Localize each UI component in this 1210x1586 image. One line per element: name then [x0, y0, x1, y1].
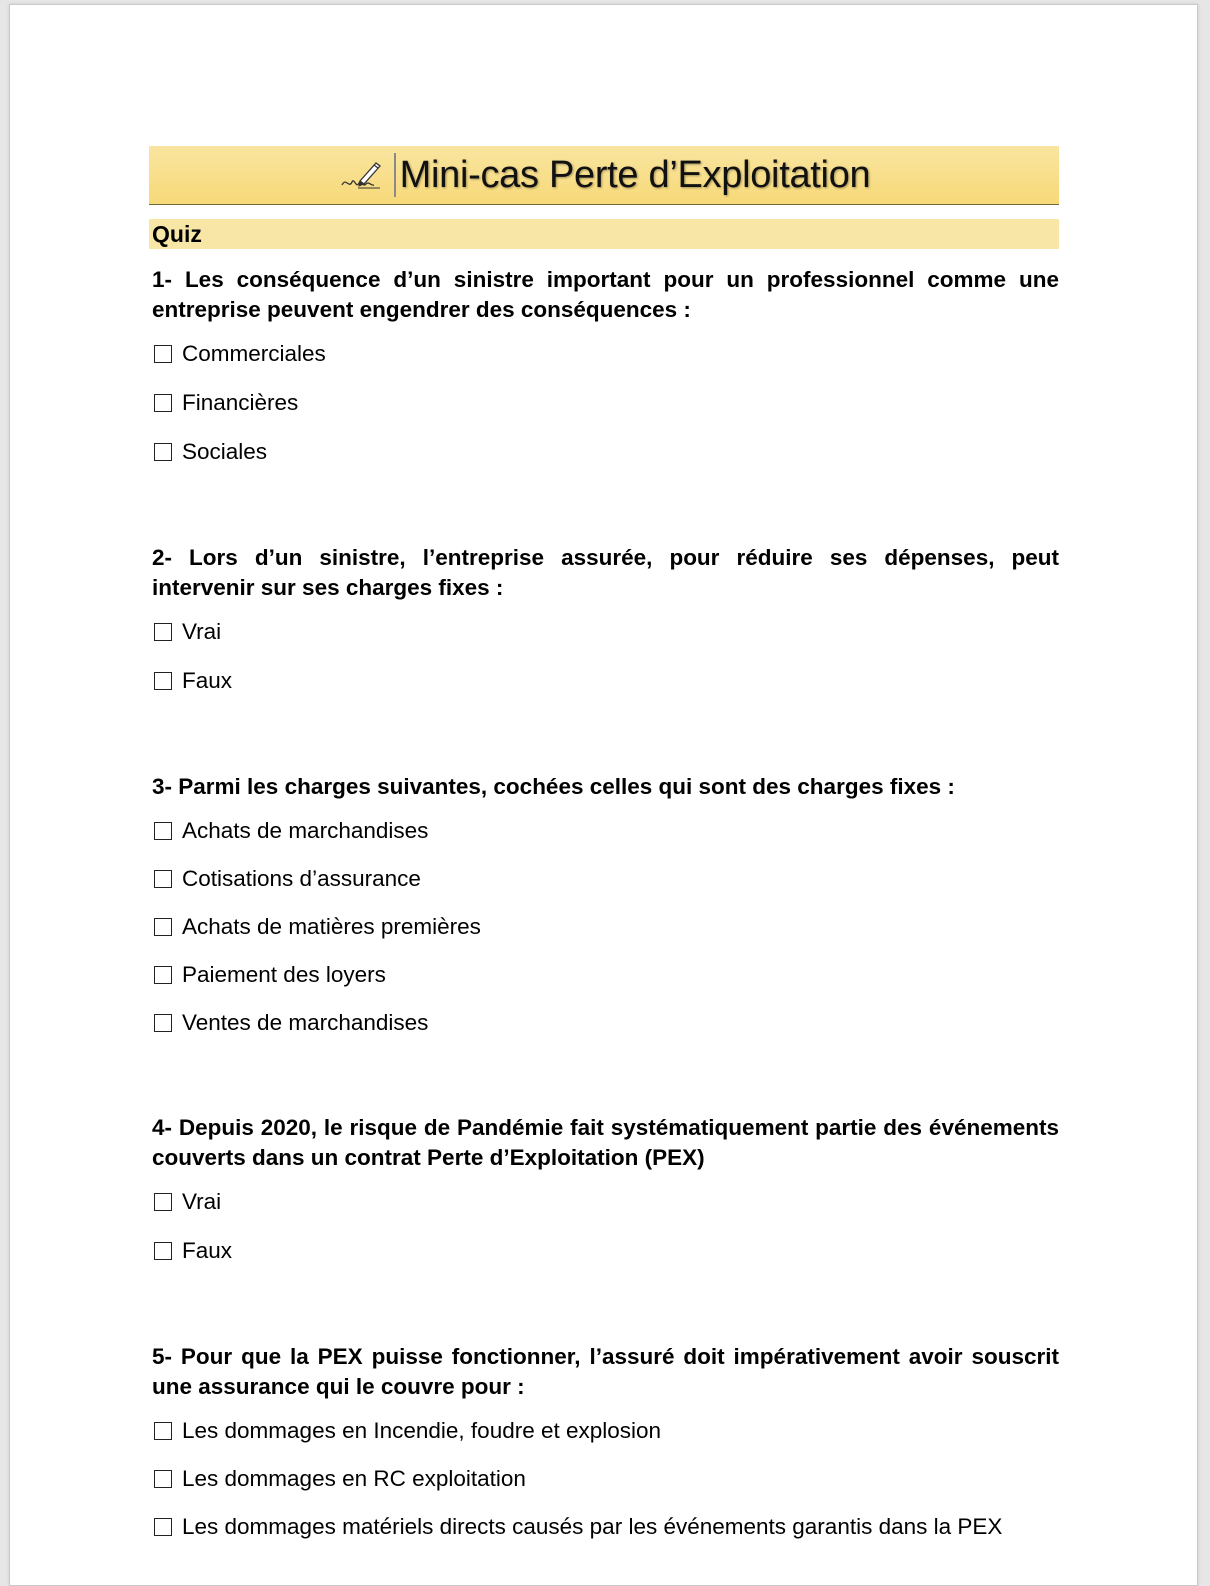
signature-pen-icon	[338, 155, 386, 195]
checkbox[interactable]	[154, 1014, 172, 1032]
checkbox[interactable]	[154, 672, 172, 690]
checkbox[interactable]	[154, 822, 172, 840]
checkbox[interactable]	[154, 1193, 172, 1211]
option-item	[149, 961, 1059, 989]
option-label: Faux	[182, 668, 233, 693]
checkbox[interactable]	[154, 394, 172, 412]
option-label: Vrai	[182, 1189, 222, 1214]
option-label: Cotisations d’assurance	[182, 866, 421, 891]
checkbox[interactable]	[154, 1518, 172, 1536]
option-item	[149, 1009, 1059, 1037]
option-label: Les dommages matériels directs causés par les événements garantis dans la PEX	[182, 1514, 1003, 1539]
question-1: 1- Les conséquence d’un sinistre important pour un professionnel comme une entreprise peuvent engendrer des conséquences :	[152, 267, 1059, 322]
option-item	[149, 1188, 1059, 1216]
checkbox[interactable]	[154, 918, 172, 936]
option-item	[149, 618, 1059, 646]
option-label: Vrai	[182, 619, 222, 644]
option-item	[149, 1237, 1059, 1265]
option-label: Achats de matières premières	[182, 914, 481, 939]
option-item	[149, 1417, 1059, 1445]
option-label: Faux	[182, 1238, 233, 1263]
title-banner	[149, 146, 1059, 205]
option-item	[149, 817, 1059, 845]
option-label: Paiement des loyers	[182, 962, 386, 987]
document-title: Mini-cas Perte d’Exploitation	[394, 153, 871, 197]
option-item	[149, 667, 1059, 695]
checkbox[interactable]	[154, 1242, 172, 1260]
checkbox[interactable]	[154, 966, 172, 984]
option-label: Achats de marchandises	[182, 818, 429, 843]
question-2: 2- Lors d’un sinistre, l’entreprise assurée, pour réduire ses dépenses, peut intervenir sur ses charges fixes :	[152, 545, 1059, 600]
checkbox[interactable]	[154, 443, 172, 461]
option-item	[149, 1513, 1059, 1541]
checkbox[interactable]	[154, 1470, 172, 1488]
option-item	[149, 865, 1059, 893]
option-label: Ventes de marchandises	[182, 1010, 429, 1035]
document-content	[149, 146, 1059, 1561]
checkbox[interactable]	[154, 623, 172, 641]
option-label: Sociales	[182, 439, 268, 464]
checkbox[interactable]	[154, 345, 172, 363]
option-item	[149, 340, 1059, 368]
question-3: 3- Parmi les charges suivantes, cochées celles qui sont des charges fixes :	[152, 774, 955, 799]
checkbox[interactable]	[154, 1422, 172, 1440]
question-4: 4- Depuis 2020, le risque de Pandémie fait systématiquement partie des événements couverts dans un contrat Perte d’Exploitation (PEX)	[152, 1115, 1059, 1170]
option-item	[149, 1465, 1059, 1493]
question-5: 5- Pour que la PEX puisse fonctionner, l’assuré doit impérativement avoir souscrit une assurance qui le couvre pour :	[152, 1344, 1059, 1399]
option-label: Les dommages en RC exploitation	[182, 1466, 526, 1491]
options-1	[149, 340, 1059, 466]
checkbox[interactable]	[154, 870, 172, 888]
option-label: Financières	[182, 390, 299, 415]
document-page	[9, 4, 1198, 1586]
options-5	[149, 1417, 1059, 1541]
option-label: Les dommages en Incendie, foudre et explosion	[182, 1418, 662, 1443]
options-3	[149, 817, 1059, 1037]
option-item	[149, 913, 1059, 941]
option-item	[149, 438, 1059, 466]
options-4	[149, 1188, 1059, 1265]
option-label: Commerciales	[182, 341, 326, 366]
option-item	[149, 389, 1059, 417]
section-heading: Quiz	[149, 219, 1059, 249]
options-2	[149, 618, 1059, 695]
